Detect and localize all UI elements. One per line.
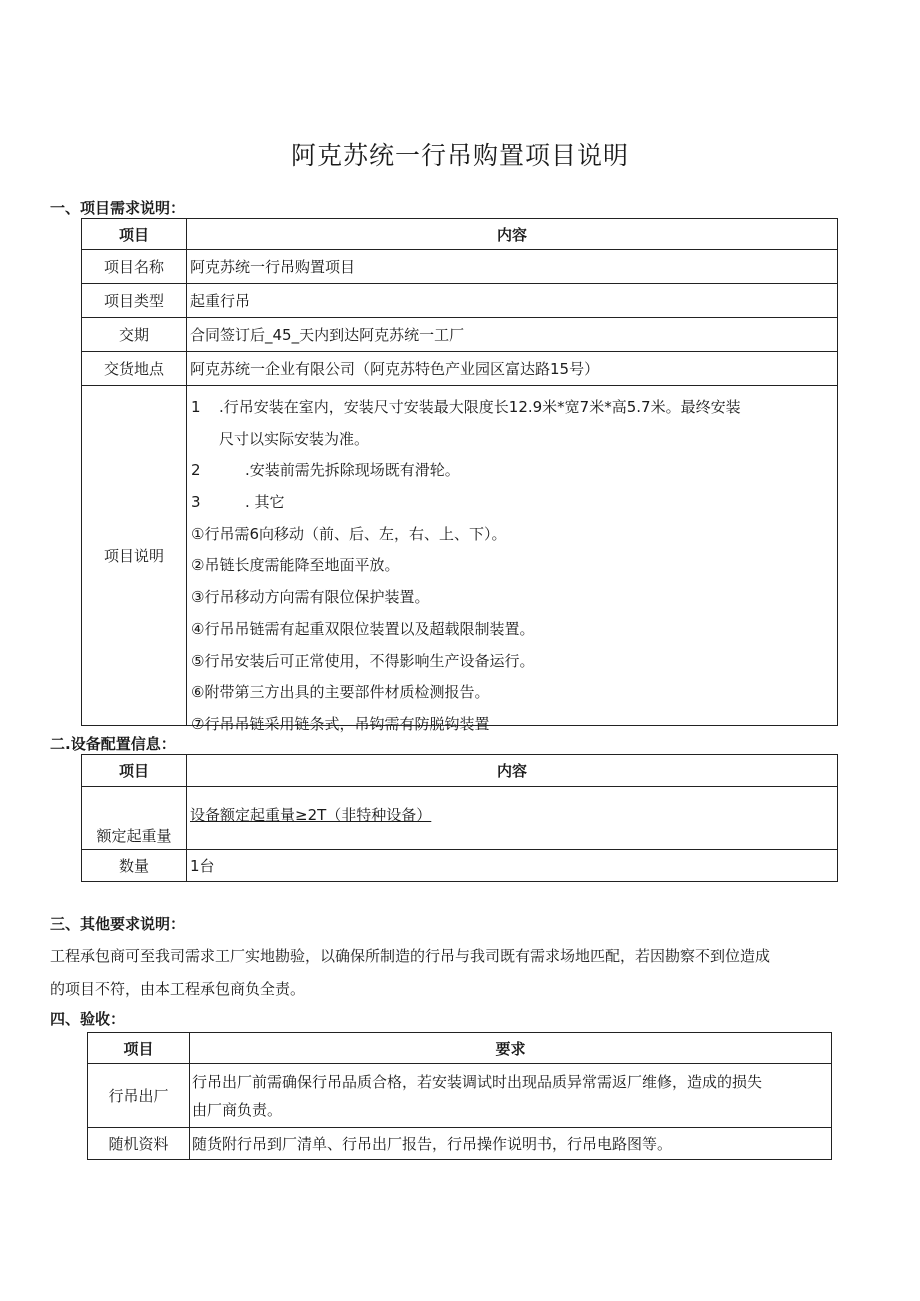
acceptance-table [87,1032,832,1160]
page-title: 阿克苏统一行吊购置项目说明 [290,141,629,170]
description-lines [191,386,837,733]
row-value: 随货附行吊到厂清单、行吊出厂报告，行吊操作说明书，行吊电路图等。 [190,1128,832,1160]
section4-heading: 四、验收： [50,1010,126,1028]
row-label: 数量 [82,850,187,882]
row-value: 1台 [187,850,838,882]
desc-line-text: .行吊安装在室内，安装尺寸安装最大限度长12.9米*宽7米*高5.7米。最终安装 [219,398,741,416]
desc-line [191,582,837,614]
desc-line-text: .安装前需先拆除现场既有滑轮。 [245,461,460,480]
desc-line [191,709,837,741]
row-value: 阿克苏统一企业有限公司（阿克苏特色产业园区富达路15号） [187,352,838,386]
desc-line-text: ⑤行吊安装后可正常使用，不得影响生产设备运行。 [191,651,535,670]
row-value-line: 由厂商负责。 [192,1100,283,1119]
desc-line-text: ②吊链长度需能降至地面平放。 [191,556,400,575]
desc-line-text: ⑦行吊吊链采用链条式，吊钩需有防脱钩装置 [191,714,490,733]
desc-line [191,487,837,519]
row-label: 项目名称 [82,250,187,284]
desc-line-num: 3 [191,493,201,512]
desc-line [191,392,837,424]
row-value: 起重行吊 [187,284,838,318]
requirements-table [81,218,838,733]
desc-line-text: . 其它 [245,493,285,512]
desc-line-num: 2 [191,461,201,480]
table-row [82,250,838,284]
paragraph-line: 工程承包商可至我司需求工厂实地勘验，以确保所制造的行吊与我司既有需求场地匹配，若因勘察不到位造成 [50,947,771,965]
desc-line-num: 1 [191,398,201,416]
desc-line-text: ⑥附带第三方出具的主要部件材质检测报告。 [191,683,490,702]
header-item: 项目 [88,1033,190,1064]
section2-heading: 二.设备配置信息： [50,735,176,753]
row-value [190,1064,832,1128]
desc-line-text: 尺寸以实际安装为准。 [219,429,370,448]
row-value: 阿克苏统一行吊购置项目 [187,250,838,284]
rated-capacity-value: 设备额定起重量≥2T（非特种设备） [190,806,432,824]
row-label: 交期 [82,318,187,352]
row-label: 随机资料 [88,1128,190,1160]
row-value-line: 行吊出厂前需确保行吊品质合格，若安装调试时出现品质异常需返厂维修，造成的损失 [192,1072,763,1091]
desc-line [191,455,837,487]
header-item: 项目 [82,755,187,787]
table-row [82,787,838,850]
table-row [82,850,838,882]
description-row [82,386,838,726]
desc-line [191,646,837,678]
desc-line-text: ③行吊移动方向需有限位保护装置。 [191,588,430,607]
table-row [88,1128,832,1160]
desc-line [191,424,837,456]
desc-line [191,614,837,646]
paragraph-line: 的项目不符，由本工程承包商负全责。 [50,980,306,998]
table-row [82,318,838,352]
table-header-row [82,219,838,250]
row-value [187,787,838,850]
header-content: 内容 [187,755,838,787]
row-label: 交货地点 [82,352,187,386]
table-header-row [88,1033,832,1064]
description-cell [187,386,838,733]
desc-line [191,677,837,709]
row-label: 额定起重量 [82,787,187,850]
table-row [88,1064,832,1128]
table-row [82,352,838,386]
section3-heading: 三、其他要求说明： [50,915,186,933]
header-content: 内容 [187,219,838,250]
section1-heading: 一、项目需求说明： [50,199,186,217]
row-value: 合同签订后_45_天内到达阿克苏统一工厂 [187,318,838,352]
desc-line-text: ④行吊吊链需有起重双限位装置以及超载限制装置。 [191,619,535,638]
row-label: 行吊出厂 [88,1064,190,1128]
row-label: 项目类型 [82,284,187,318]
desc-line [191,550,837,582]
table-header-row [82,755,838,787]
desc-line [191,519,837,551]
table-row [82,284,838,318]
header-item: 项目 [82,219,187,250]
other-requirements-text [50,940,870,1006]
header-requirement: 要求 [190,1033,832,1064]
desc-line-text: ①行吊需6向移动（前、后、左，右、上、下）。 [191,524,507,543]
equipment-table [81,754,838,882]
description-label: 项目说明 [82,386,187,726]
